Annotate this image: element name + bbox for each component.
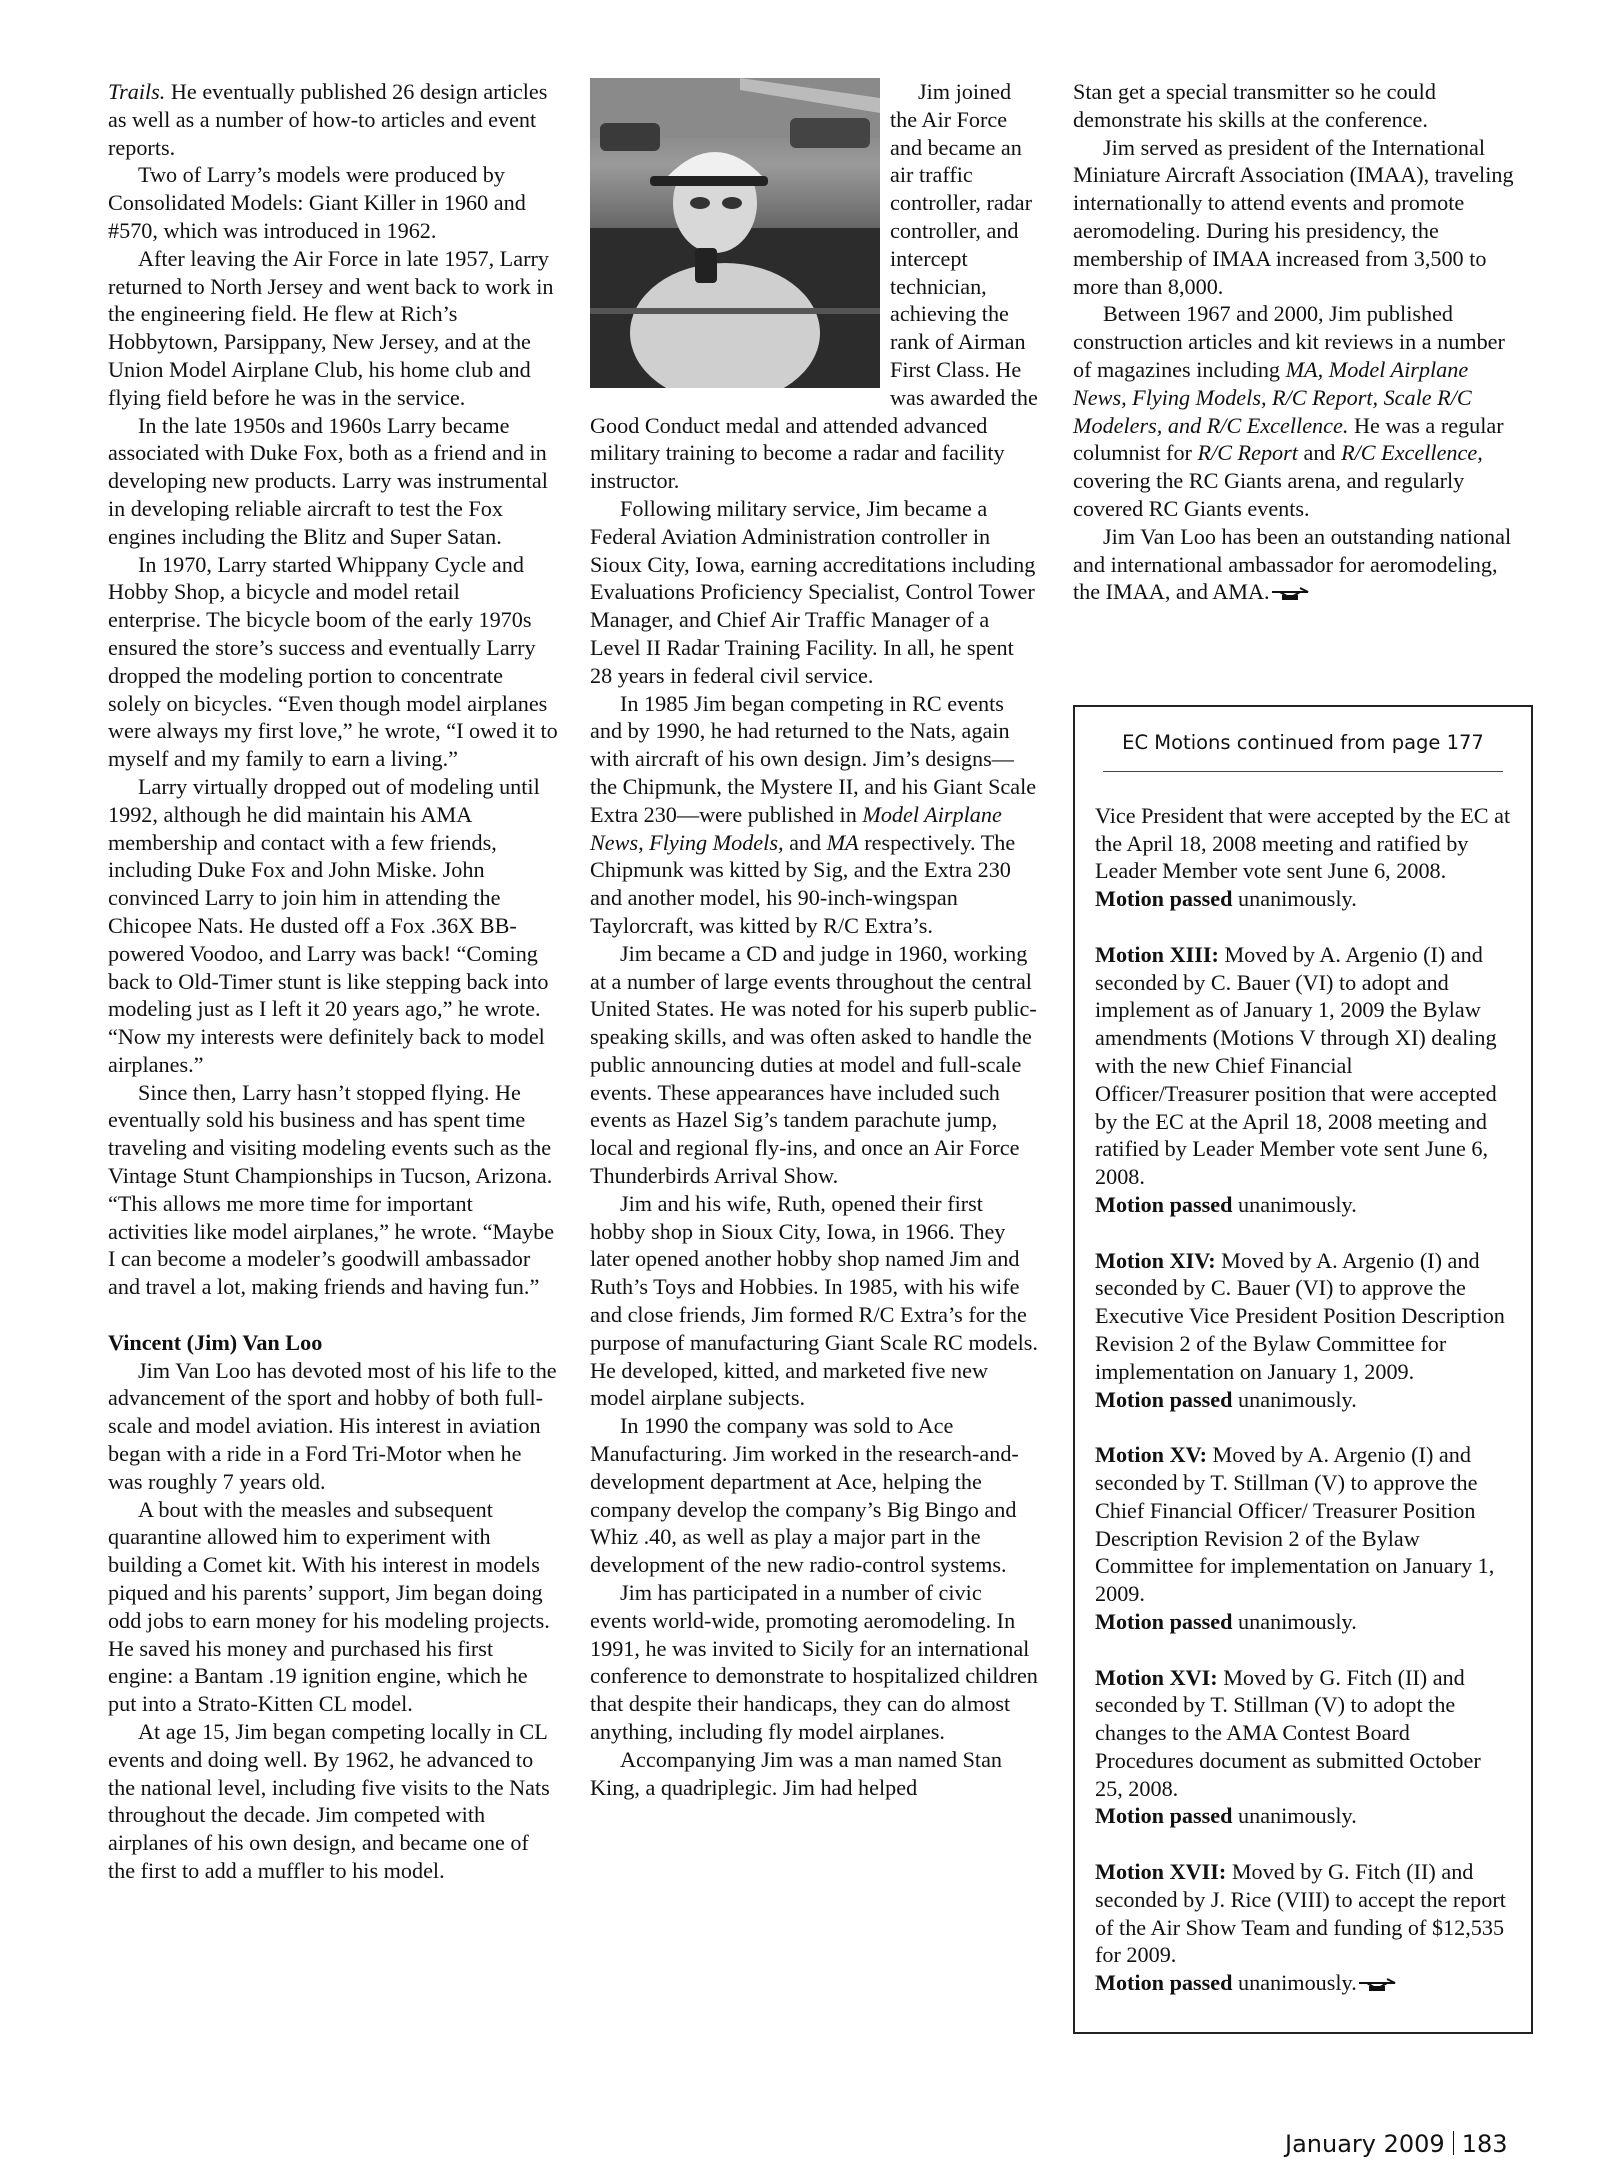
text: unanimously.	[1232, 1386, 1357, 1412]
text: unanimously.	[1232, 886, 1357, 912]
paragraph: In 1970, Larry started Whippany Cycle and Hobby Shop, a bicycle and model retail enterprise. The bicycle boom of the early 1970s ensured the store’s success and eventually Larry dropped the modeling portion to concentrate solely on bicycles. “Even though model airplanes were always my first love,” he wrote, “I owed it to myself and my family to earn a living.”	[108, 551, 558, 772]
box-title: EC Motions continued from page 177	[1103, 729, 1503, 772]
paragraph: In 1990 the company was sold to Ace Manufacturing. Jim worked in the research-and-development department at Ace, helping the company develop the company’s Big Bingo and Whiz .40, as well as play a major part in the development of the new radio-control systems.	[590, 1413, 1019, 1578]
italic-text: R/C Report	[1197, 440, 1298, 466]
paragraph: Jim Van Loo has devoted most of his life to the advancement of the sport and hobby of both full-scale and model aviation. His interest in aviation began with a ride in a Ford Tri-Motor when he was roughly 7 years old.	[108, 1357, 557, 1494]
text: covering the RC Giants arena, and regularly covered RC Giants events.	[1073, 468, 1465, 521]
column-2	[590, 78, 1038, 1801]
motion-text: Moved by G. Fitch (II) and seconded by T. Stillman (V) to adopt the changes to the AMA Contest Board Procedures document as submitted October 25, 2008.	[1095, 1664, 1481, 1801]
text: unanimously.	[1232, 1970, 1357, 1996]
text: In 1985 Jim began competing in RC events and by 1990, he had returned to the Nats, again with aircraft of his own design. Jim’s designs—the Chipmunk, the Mystere II, and his Giant Scale Extra 230—were published in	[590, 690, 1037, 827]
motion-item	[1095, 1664, 1511, 1831]
motion-label: Motion XVII:	[1095, 1859, 1227, 1885]
ama-logo-icon	[1357, 1977, 1397, 1993]
page-footer	[1285, 2130, 1508, 2158]
text: unanimously.	[1232, 1191, 1357, 1217]
ama-logo-icon	[1270, 586, 1310, 602]
paragraph: Larry virtually dropped out of modeling until 1992, although he did maintain his AMA membership and contact with a few friends, including Duke Fox and John Miske. John convinced Larry to join him in attending the Chicopee Nats. He dusted off a Fox .36X BB-powered Voodoo, and Larry was back! “Coming back to Old-Timer stunt is like stepping back into modeling just as I left it 20 years ago,” he wrote. “Now my interests were definitely back to model airplanes.”	[108, 773, 549, 1077]
motion-result: Motion passed	[1095, 1608, 1233, 1634]
footer-divider	[1453, 2131, 1454, 2155]
motion-result: Motion passed	[1095, 1191, 1233, 1217]
italic-text: MA	[826, 829, 859, 855]
text: Jim Van Loo has been an outstanding national and international ambassador for aeromodeling, the IMAA, and AMA.	[1073, 523, 1512, 605]
paragraph: Jim and his wife, Ruth, opened their first hobby shop in Sioux City, Iowa, in 1966. They later opened another hobby shop named Jim and Ruth’s Toys and Hobbies. In 1985, with his wife and close friends, Jim formed R/C Extra’s for the purpose of manufacturing Giant Scale RC models. He developed, kitted, and marketed five new model airplane subjects.	[590, 1190, 1038, 1411]
paragraph: A bout with the measles and subsequent quarantine allowed him to experiment with building a Comet kit. With his interest in models piqued and his parents’ support, Jim began doing odd jobs to earn money for his modeling projects. He saved his money and purchased his first engine: a Bantam .19 ignition engine, which he put into a Strato-Kitten CL model.	[108, 1496, 550, 1717]
text: Between 1967 and 2000, Jim published construction articles and kit reviews in a number of magazines including	[1073, 301, 1505, 382]
italic-text: R/C Excellence,	[1341, 440, 1483, 466]
text: He eventually published 26 design articles as well as a number of how-to articles and event reports.	[108, 79, 548, 160]
ec-motions-box	[1073, 705, 1533, 2034]
paragraph	[108, 78, 558, 161]
text: and	[1297, 440, 1342, 466]
paragraph: Since then, Larry hasn’t stopped flying. He eventually sold his business and has spent time traveling and visiting modeling events such as the Vintage Stunt Championships in Tucson, Arizona. “This allows me more time for important activities like model airplanes,” he wrote. “Maybe I can become a modeler’s goodwill ambassador and travel a lot, making friends and having fun.”	[108, 1079, 555, 1300]
motion-text: Moved by A. Argenio (I) and seconded by T. Stillman (V) to approve the Chief Financial Officer/ Treasurer Position Description Revision 2 of the Bylaw Committee for implementation on January 1, 2009.	[1095, 1442, 1495, 1607]
motion-result: Motion passed	[1095, 1970, 1233, 1996]
italic-text: MA, Model Airplane News, Flying Models, R/C Report, Scale R/C Modelers, and R/C Excellence.	[1073, 356, 1472, 438]
paragraph	[1073, 523, 1523, 606]
text: unanimously.	[1232, 1803, 1357, 1829]
column-1	[108, 78, 558, 1885]
paragraph: Following military service, Jim became a Federal Aviation Administration controller in Sioux City, Iowa, earning accreditations including Evaluations Proficiency Specialist, Control Tower Manager, and Chief Air Traffic Manager of a Level II Radar Training Facility. In all, he spent 28 years in federal civil service.	[590, 495, 1036, 688]
motion-label: Motion XIII:	[1095, 941, 1219, 967]
motion-text: Moved by A. Argenio (I) and seconded by C. Bauer (VI) to adopt and implement as of January 1, 2009 the Bylaw amendments (Motions V through XI) dealing with the new Chief Financial Officer/Treasurer position that were accepted by the EC at the April 18, 2008 meeting and ratified by Leader Member vote sent June 6, 2008.	[1095, 941, 1497, 1190]
italic-text: Trails.	[108, 79, 166, 104]
paragraph: At age 15, Jim began competing locally in CL events and doing well. By 1962, he advanced to the national level, including five visits to the Nats throughout the decade. Jim competed with airplanes of his own design, and became one of the first to add a muffler to his model.	[108, 1719, 550, 1883]
paragraph: Jim has participated in a number of civic events world-wide, promoting aeromodeling. In 1991, he was invited to Sicily for an international conference to demonstrate to hospitalized children that despite their handicaps, they can do almost anything, including fly model airplanes.	[590, 1580, 1038, 1745]
motion-label: Motion XVI:	[1095, 1664, 1218, 1690]
motion-result: Motion passed	[1095, 886, 1233, 912]
paragraph: In the late 1950s and 1960s Larry became associated with Duke Fox, both as a friend and in developing new products. Larry was instrumental in developing reliable aircraft to test the Fox engines including the Blitz and Super Satan.	[108, 412, 548, 549]
text: Vice President that were accepted by the EC at the April 18, 2008 meeting and ratified by Leader Member vote sent June 6, 2008.	[1095, 802, 1511, 884]
motion-label: Motion XIV:	[1095, 1247, 1216, 1273]
paragraph	[590, 690, 1038, 940]
motion-item	[1095, 1247, 1511, 1414]
box-intro	[1095, 802, 1511, 913]
paragraph: Jim served as president of the International Miniature Aircraft Association (IMAA), traveling internationally to attend events and promote aeromodeling. During his presidency, the membership of IMAA increased from 3,500 to more than 8,000.	[1073, 134, 1514, 299]
text: respectively. The Chipmunk was kitted by Sig, and the Extra 230 and another model, his 90-inch-wingspan Taylorcraft, was kitted by R/C Extra’s.	[590, 829, 1016, 938]
text: He was a regular columnist for	[1073, 412, 1504, 466]
page-number: 183	[1461, 2130, 1508, 2158]
paragraph: Accompanying Jim was a man named Stan King, a quadriplegic. Jim had helped	[590, 1746, 1003, 1800]
motion-item	[1095, 1441, 1511, 1636]
motion-result: Motion passed	[1095, 1803, 1233, 1829]
paragraph: After leaving the Air Force in late 1957, Larry returned to North Jersey and went back to work in the engineering field. He flew at Rich’s Hobbytown, Parsippany, New Jersey, and at the Union Model Airplane Club, his home club and flying field before he was in the service.	[108, 245, 554, 410]
paragraph: Jim joined the Air Force and became an air traffic controller, radar controller, and intercept technician, achieving the rank of Airman First Class. He was awarded the Good Conduct medal and attended advanced military training to become a radar and facility instructor.	[590, 79, 1038, 494]
motion-text: Moved by G. Fitch (II) and seconded by J. Rice (VIII) to accept the report of the Air Show Team and funding of $12,535 for 2009.	[1095, 1859, 1506, 1968]
column-3	[1073, 78, 1523, 606]
portrait-photo	[590, 78, 880, 388]
paragraph: Stan get a special transmitter so he could demonstrate his skills at the conference.	[1073, 79, 1436, 132]
issue-date: January 2009	[1285, 2130, 1445, 2158]
text: unanimously.	[1232, 1608, 1357, 1634]
motion-text: Moved by A. Argenio (I) and seconded by C. Bauer (VI) to approve the Executive Vice President Position Description Revision 2 of the Bylaw Committee for implementation on January 1, 2009.	[1095, 1247, 1505, 1384]
text: and	[783, 829, 827, 855]
paragraph	[1073, 300, 1523, 522]
paragraph: Two of Larry’s models were produced by Consolidated Models: Giant Killer in 1960 and #570, which was introduced in 1962.	[108, 162, 526, 243]
section-heading: Vincent (Jim) Van Loo	[108, 1329, 323, 1355]
motion-item	[1095, 941, 1511, 1219]
motion-result: Motion passed	[1095, 1386, 1233, 1412]
paragraph: Jim became a CD and judge in 1960, working at a number of large events throughout the central United States. He was noted for his superb public-speaking skills, and was often asked to handle the public announcing duties at model and full-scale events. These appearances have included such events as Hazel Sig’s tandem parachute jump, local and regional fly-ins, and once an Air Force Thunderbirds Arrival Show.	[590, 940, 1037, 1189]
motion-label: Motion XV:	[1095, 1442, 1207, 1468]
italic-text: Model Airplane News, Flying Models,	[590, 801, 1002, 855]
motion-item	[1095, 1858, 1511, 1997]
